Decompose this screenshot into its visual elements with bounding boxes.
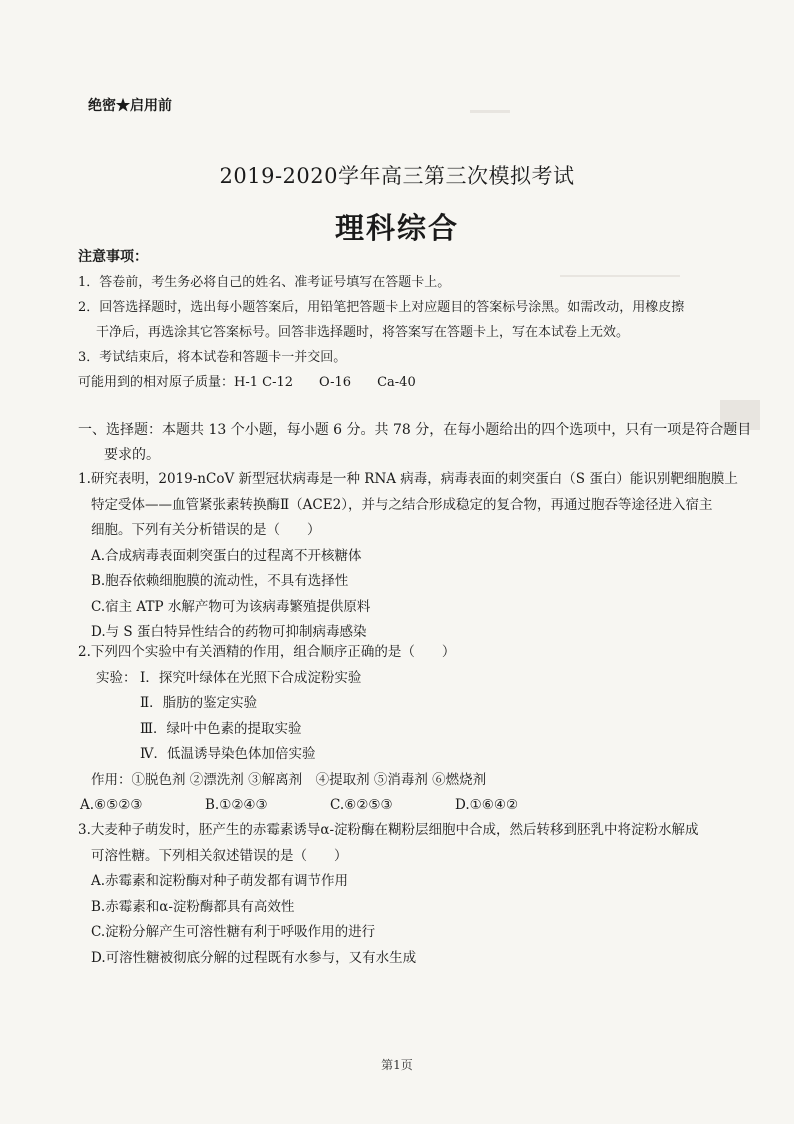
experiment-row bbox=[78, 742, 768, 768]
question-1 bbox=[78, 467, 768, 646]
option-d: D.可溶性糖被彻底分解的过程既有水参与，又有水生成 bbox=[91, 949, 417, 966]
choice-row bbox=[78, 793, 768, 819]
note-item: 2．回答选择题时，选出每小题答案后，用铅笔把答题卡上对应题目的答案标号涂黑。如需改动，用橡皮擦 bbox=[78, 300, 685, 315]
option-d: D.与 S 蛋白特异性结合的药物可抑制病毒感染 bbox=[91, 624, 367, 640]
question-2 bbox=[78, 640, 768, 819]
question-stem: 1.研究表明，2019-nCoV 新型冠状病毒是一种 RNA 病毒，病毒表面的刺突蛋白（S 蛋白）能识别靶细胞膜上 bbox=[78, 471, 738, 487]
section-line: 要求的。 bbox=[104, 447, 160, 463]
function-list: 作用：①脱色剂 ②漂洗剂 ③解离剂 ④提取剂 ⑤消毒剂 ⑥燃烧剂 bbox=[91, 771, 487, 788]
option-c: C.淀粉分解产生可溶性糖有利于呼吸作用的进行 bbox=[91, 924, 376, 940]
note-item: 3．考试结束后，将本试卷和答题卡一并交回。 bbox=[78, 350, 347, 365]
notes-section bbox=[78, 245, 768, 395]
page-number: 第1页 bbox=[381, 1058, 413, 1072]
option-b: B.①②④③ bbox=[205, 797, 268, 813]
experiment-item: Ⅳ．低温诱导染色体加倍实验 bbox=[140, 746, 316, 762]
atomic-mass-note: 可能用到的相对原子质量：H-1 C-12 O-16 Ca-40 bbox=[78, 375, 416, 390]
option-a: A.赤霉素和淀粉酶对种子萌发都有调节作用 bbox=[91, 873, 349, 889]
exam-title: 2019-2020学年高三第三次模拟考试 bbox=[219, 164, 575, 188]
experiment-row bbox=[78, 666, 768, 692]
question-stem: 3.大麦种子萌发时，胚产生的赤霉素诱导α-淀粉酶在糊粉层细胞中合成，然后转移到胚乳中将淀粉水解成 bbox=[78, 822, 699, 838]
question-stem: 可溶性糖。下列相关叙述错误的是（ ） bbox=[91, 847, 348, 864]
subject-title: 理科综合 bbox=[334, 211, 459, 245]
section-heading bbox=[78, 418, 768, 468]
question-stem: 细胞。下列有关分析错误的是（ ） bbox=[91, 522, 321, 538]
experiment-item: Ⅱ．脂肪的鉴定实验 bbox=[140, 695, 258, 711]
option-d: D.①⑥④② bbox=[455, 797, 519, 813]
question-3 bbox=[78, 818, 768, 971]
question-stem: 特定受体——血管紧张素转换酶Ⅱ（ACE2），并与之结合形成稳定的复合物，再通过胞吞等途径进入宿主 bbox=[91, 496, 713, 513]
section-line: 一、选择题：本题共 13 个小题，每小题 6 分。共 78 分，在每小题给出的四个选项中，只有一项是符合题目 bbox=[78, 422, 752, 438]
notes-heading: 注意事项： bbox=[78, 249, 148, 265]
option-c: C.⑥②⑤③ bbox=[330, 797, 393, 813]
option-b: B.赤霉素和α-淀粉酶都具有高效性 bbox=[91, 898, 295, 915]
experiment-row bbox=[78, 717, 768, 743]
note-item: 干净后，再选涂其它答案标号。回答非选择题时，将答案写在答题卡上，写在本试卷上无效。 bbox=[96, 325, 630, 340]
option-c: C.宿主 ATP 水解产物可为该病毒繁殖提供原料 bbox=[91, 598, 371, 615]
option-b: B.胞吞依赖细胞膜的流动性，不具有选择性 bbox=[91, 573, 349, 589]
confidential-label: 绝密★启用前 bbox=[88, 98, 172, 114]
scan-mark bbox=[470, 110, 510, 113]
question-stem: 2.下列四个实验中有关酒精的作用，组合顺序正确的是（ ） bbox=[78, 644, 456, 660]
experiment-item: Ⅰ．探究叶绿体在光照下合成淀粉实验 bbox=[140, 669, 362, 686]
option-a: A.合成病毒表面刺突蛋白的过程离不开核糖体 bbox=[91, 547, 362, 564]
note-item: 1．答卷前，考生务必将自己的姓名、准考证号填写在答题卡上。 bbox=[78, 275, 451, 290]
experiment-item: Ⅲ．绿叶中色素的提取实验 bbox=[140, 720, 302, 737]
experiment-label: 实验： bbox=[96, 669, 137, 686]
option-a: A.⑥⑤②③ bbox=[80, 797, 143, 813]
experiment-row bbox=[78, 691, 768, 717]
